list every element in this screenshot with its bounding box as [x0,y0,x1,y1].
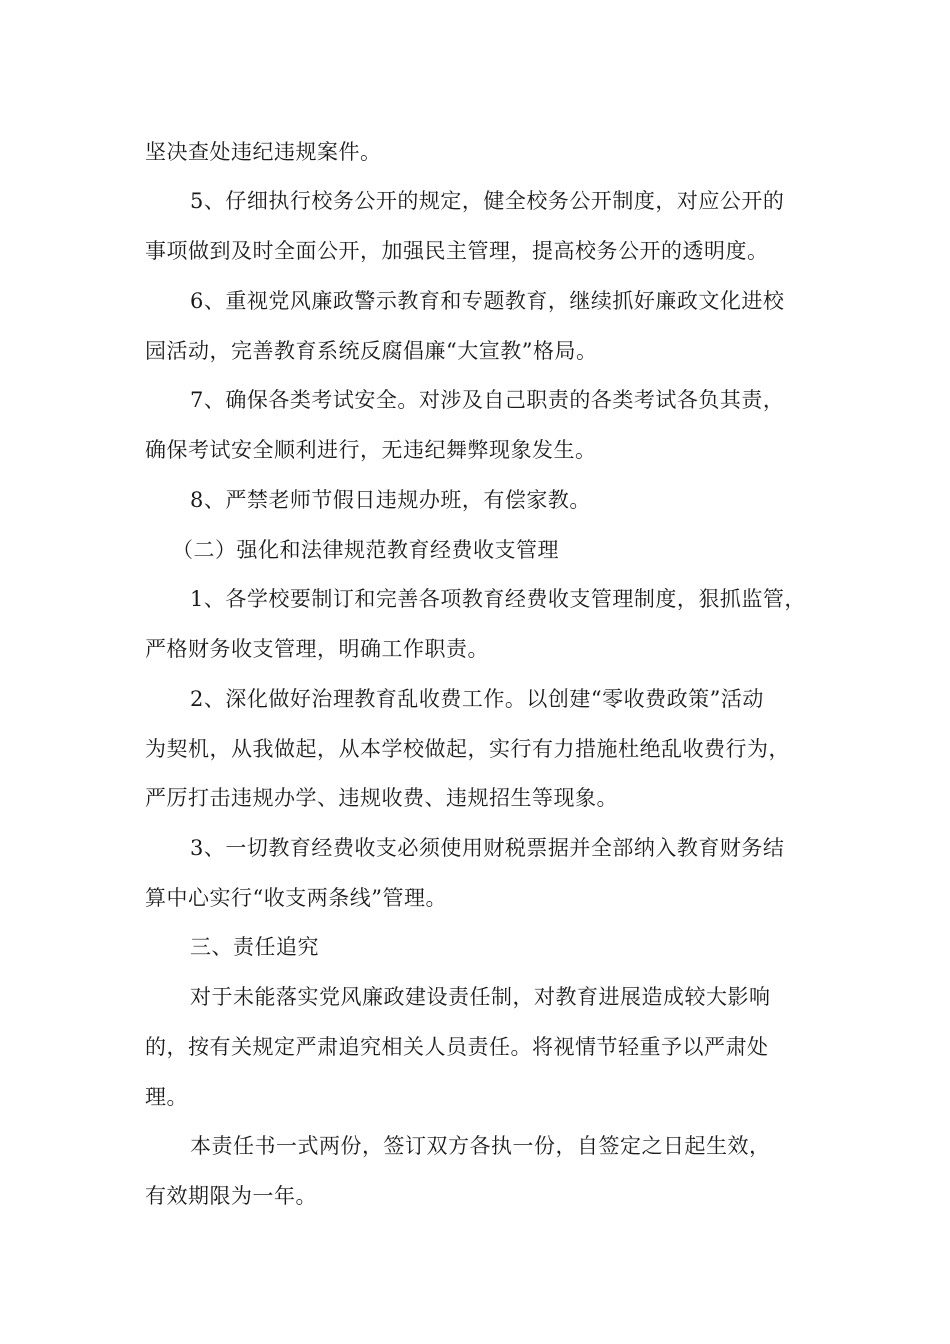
text-line: 对于未能落实党风廉政建设责任制，对教育进展造成较大影响 [190,985,771,1009]
text-line: 1、各学校要制订和完善各项教育经费收支管理制度，狠抓监管， [190,587,806,611]
text-line: 严格财务收支管理，明确工作职责。 [145,637,489,661]
text-line: 为契机，从我做起，从本学校做起，实行有力措施杜绝乱收费行为， [145,737,790,761]
text-line: 5、仔细执行校务公开的规定，健全校务公开制度，对应公开的 [190,189,785,213]
section-heading: （二）强化和法律规范教育经费收支管理 [172,538,559,562]
text-line: 坚决查处违纪违规案件。 [145,140,382,164]
text-line: 2、深化做好治理教育乱收费工作。以创建“零收费政策”活动 [190,687,764,711]
text-line: 本责任书一式两份，签订双方各执一份，自签定之日起生效， [190,1134,771,1158]
text-line: 8、严禁老师节假日违规办班，有偿家教。 [190,488,591,512]
text-line: 有效期限为一年。 [145,1184,317,1208]
text-line: 6、重视党风廉政警示教育和专题教育，继续抓好廉政文化进校 [190,289,785,313]
text-line: 确保考试安全顺利进行，无违纪舞弊现象发生。 [145,438,597,462]
section-heading: 三、责任追究 [190,935,319,959]
text-line: 园活动，完善教育系统反腐倡廉“大宣教”格局。 [145,339,598,363]
text-line: 事项做到及时全面公开，加强民主管理，提高校务公开的透明度。 [145,239,769,263]
text-line: 的，按有关规定严肃追究相关人员责任。将视情节轻重予以严肃处 [145,1035,769,1059]
text-line: 理。 [145,1085,188,1109]
text-line: 严厉打击违规办学、违规收费、违规招生等现象。 [145,786,618,810]
text-line: 算中心实行“收支两条线”管理。 [145,886,447,910]
text-line: 7、确保各类考试安全。对涉及自己职责的各类考试各负其责， [190,388,785,412]
text-line: 3、一切教育经费收支必须使用财税票据并全部纳入教育财务结 [190,836,785,860]
